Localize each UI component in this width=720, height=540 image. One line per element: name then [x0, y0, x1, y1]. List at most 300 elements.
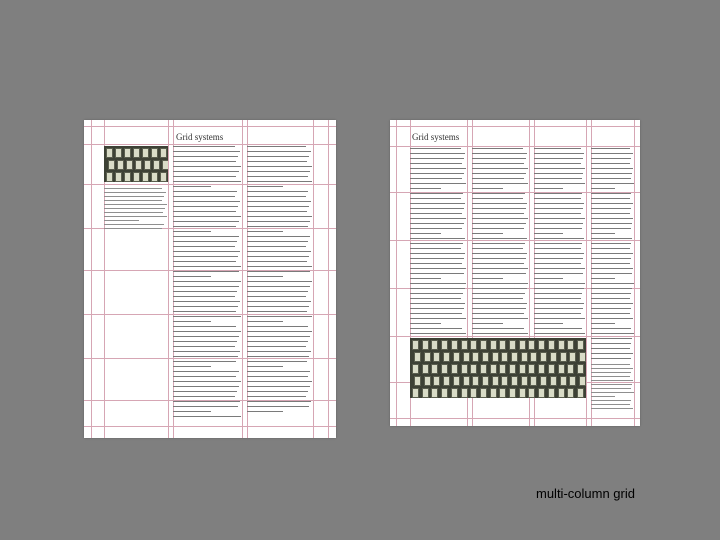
left-grid-page-thumbnail	[84, 120, 336, 438]
text-line	[591, 384, 632, 385]
text-line	[173, 191, 237, 192]
text-line	[591, 223, 632, 224]
text-line	[591, 358, 631, 359]
page-title: Grid systems	[412, 132, 460, 142]
photo-tile	[550, 352, 557, 362]
text-line	[247, 171, 310, 172]
text-line	[591, 153, 633, 154]
text-line	[410, 238, 465, 239]
text-line	[410, 173, 464, 174]
text-line	[534, 238, 584, 239]
text-column-3	[534, 148, 586, 338]
text-line	[591, 233, 615, 234]
text-line	[534, 203, 584, 204]
text-line	[534, 198, 581, 199]
photo-tile	[151, 148, 158, 158]
text-line	[591, 273, 632, 274]
photo-tile	[451, 340, 458, 350]
text-line	[591, 228, 631, 229]
text-line	[173, 246, 235, 247]
photo-tile	[577, 340, 584, 350]
text-line	[534, 193, 582, 194]
text-line	[472, 333, 528, 334]
text-line	[472, 268, 528, 269]
text-line	[534, 148, 581, 149]
text-line	[472, 293, 525, 294]
text-line	[173, 301, 240, 302]
text-line	[247, 196, 306, 197]
text-line	[173, 371, 239, 372]
text-line	[247, 151, 311, 152]
text-line	[410, 163, 462, 164]
text-line	[534, 278, 563, 279]
text-line	[472, 328, 524, 329]
photo-tile	[567, 364, 574, 374]
text-line	[173, 331, 241, 332]
text-line	[104, 228, 162, 229]
photo-tile	[548, 340, 555, 350]
text-line	[591, 288, 632, 289]
photo-tile	[412, 388, 419, 398]
text-line	[534, 248, 581, 249]
text-line	[247, 206, 309, 207]
text-line	[534, 313, 581, 314]
photo-tile	[443, 376, 450, 386]
text-line	[247, 281, 312, 282]
photo-tile	[431, 340, 438, 350]
text-line	[173, 361, 236, 362]
text-line	[173, 326, 236, 327]
text-line	[247, 246, 306, 247]
photo-tile	[470, 364, 477, 374]
text-line	[591, 392, 634, 393]
text-line	[591, 338, 632, 339]
text-line	[472, 248, 523, 249]
text-line	[173, 271, 239, 272]
photo-tile	[538, 340, 545, 350]
photo-tile	[528, 364, 535, 374]
text-line	[591, 308, 631, 309]
photo-tile	[509, 388, 516, 398]
text-line	[410, 258, 464, 259]
text-line	[591, 243, 631, 244]
photo-tile	[577, 364, 584, 374]
text-line	[534, 218, 585, 219]
text-line	[534, 283, 585, 284]
text-line	[247, 241, 308, 242]
text-line	[173, 321, 211, 322]
photo-tile	[108, 160, 115, 170]
sidebar-text	[104, 188, 168, 242]
text-line	[534, 228, 582, 229]
text-line	[591, 323, 615, 324]
text-line	[534, 298, 581, 299]
photo-tile	[117, 160, 124, 170]
photo-tile	[521, 376, 528, 386]
text-line	[247, 201, 311, 202]
text-line	[247, 181, 312, 182]
text-line	[410, 318, 466, 319]
photo-tile	[431, 388, 438, 398]
text-line	[591, 168, 633, 169]
text-line	[104, 220, 139, 221]
product-photo	[104, 146, 168, 182]
photo-tile	[115, 172, 122, 182]
photo-tile	[142, 148, 149, 158]
text-line	[591, 313, 630, 314]
text-line	[472, 313, 524, 314]
text-line	[173, 166, 241, 167]
text-line	[247, 381, 312, 382]
text-line	[472, 223, 526, 224]
text-line	[247, 276, 283, 277]
photo-tile	[472, 352, 479, 362]
photo-tile	[567, 340, 574, 350]
text-line	[104, 212, 163, 213]
text-line	[591, 328, 631, 329]
text-line	[591, 253, 633, 254]
text-line	[591, 318, 633, 319]
photo-tile	[540, 352, 547, 362]
text-line	[410, 283, 466, 284]
text-line	[591, 178, 631, 179]
photo-tile	[499, 388, 506, 398]
text-line	[472, 153, 527, 154]
text-line	[472, 173, 526, 174]
text-line	[591, 268, 633, 269]
text-line	[410, 153, 465, 154]
text-line	[534, 293, 582, 294]
text-line	[247, 211, 307, 212]
text-line	[410, 228, 462, 229]
photo-tile	[422, 364, 429, 374]
text-line	[247, 331, 312, 332]
photo-tile	[519, 340, 526, 350]
photo-tile	[490, 340, 497, 350]
text-line	[534, 303, 584, 304]
text-line	[247, 271, 310, 272]
text-line	[410, 193, 463, 194]
text-line	[247, 316, 312, 317]
photo-tile	[558, 364, 565, 374]
text-line	[173, 286, 239, 287]
text-line	[247, 286, 310, 287]
text-line	[410, 328, 462, 329]
text-line	[410, 223, 464, 224]
text-line	[104, 192, 166, 193]
text-line	[591, 188, 615, 189]
text-line	[472, 233, 503, 234]
photo-tile	[463, 376, 470, 386]
photo-tile	[453, 376, 460, 386]
text-line	[247, 336, 310, 337]
text-line	[247, 391, 308, 392]
text-line	[472, 183, 528, 184]
text-line	[173, 336, 239, 337]
text-line	[591, 388, 631, 389]
text-line	[104, 204, 167, 205]
photo-tile	[501, 352, 508, 362]
photo-tile	[133, 172, 140, 182]
photo-tile	[490, 364, 497, 374]
text-line	[534, 328, 582, 329]
photo-tile	[153, 160, 160, 170]
text-line	[534, 153, 584, 154]
text-line	[472, 253, 527, 254]
photo-tile	[540, 376, 547, 386]
photo-tile	[530, 352, 537, 362]
text-line	[173, 181, 241, 182]
text-line	[173, 176, 236, 177]
photo-tile	[433, 376, 440, 386]
text-line	[247, 366, 283, 367]
text-line	[247, 156, 309, 157]
text-line	[173, 291, 237, 292]
text-line	[591, 183, 634, 184]
text-line	[173, 186, 211, 187]
photo-tile	[160, 172, 167, 182]
text-line	[247, 251, 311, 252]
photo-tile	[521, 352, 528, 362]
photo-tile	[135, 160, 142, 170]
text-line	[173, 396, 235, 397]
photo-tile	[470, 388, 477, 398]
text-line	[410, 183, 466, 184]
text-line	[591, 198, 630, 199]
photo-tile	[509, 340, 516, 350]
text-line	[410, 268, 466, 269]
text-line	[534, 263, 581, 264]
text-line	[591, 348, 630, 349]
text-line	[591, 173, 632, 174]
text-line	[410, 168, 466, 169]
photo-tile	[528, 388, 535, 398]
photo-tile	[509, 364, 516, 374]
text-line	[173, 416, 241, 417]
text-line	[410, 208, 464, 209]
photo-tile	[115, 148, 122, 158]
text-line	[173, 346, 235, 347]
photo-tile	[463, 352, 470, 362]
text-line	[472, 273, 526, 274]
photo-tile	[492, 376, 499, 386]
text-line	[534, 173, 583, 174]
text-line	[472, 243, 525, 244]
text-line	[104, 188, 162, 189]
text-line	[410, 253, 465, 254]
photo-tile	[124, 172, 131, 182]
text-line	[104, 224, 164, 225]
text-line	[591, 163, 630, 164]
text-line	[173, 311, 236, 312]
photo-tile	[519, 364, 526, 374]
text-line	[173, 156, 238, 157]
text-line	[173, 376, 236, 377]
text-line	[534, 258, 583, 259]
photo-tile	[492, 352, 499, 362]
text-line	[247, 216, 312, 217]
text-line	[173, 221, 239, 222]
photo-tile	[126, 160, 133, 170]
text-line	[472, 263, 524, 264]
text-line	[247, 301, 311, 302]
text-line	[534, 308, 583, 309]
text-line	[410, 263, 462, 264]
photo-tile	[558, 388, 565, 398]
photo-tile	[480, 364, 487, 374]
photo-tile	[579, 352, 586, 362]
photo-tile	[538, 364, 545, 374]
text-line	[591, 213, 630, 214]
photo-tile	[461, 388, 468, 398]
text-line	[410, 293, 463, 294]
text-line	[410, 323, 441, 324]
text-line	[591, 353, 633, 354]
text-line	[534, 233, 563, 234]
text-line	[247, 296, 306, 297]
photo-tile	[441, 388, 448, 398]
text-line	[247, 376, 308, 377]
text-column-2	[472, 148, 529, 338]
text-line	[173, 351, 240, 352]
text-line	[472, 213, 524, 214]
photo-tile	[560, 376, 567, 386]
text-line	[410, 178, 462, 179]
text-line	[104, 208, 165, 209]
text-line	[410, 313, 462, 314]
text-line	[534, 268, 585, 269]
photo-tile	[577, 388, 584, 398]
text-line	[591, 278, 615, 279]
text-line	[173, 366, 211, 367]
text-line	[173, 231, 211, 232]
photo-tile	[151, 172, 158, 182]
photo-tile	[470, 340, 477, 350]
text-line	[591, 303, 633, 304]
text-line	[534, 163, 581, 164]
caption-text	[591, 364, 634, 416]
text-line	[591, 343, 631, 344]
text-line	[410, 158, 464, 159]
text-line	[472, 168, 528, 169]
text-line	[247, 186, 283, 187]
text-line	[247, 221, 310, 222]
text-line	[472, 198, 523, 199]
text-line	[410, 218, 466, 219]
text-line	[173, 206, 238, 207]
text-line	[591, 380, 633, 381]
text-line	[591, 404, 630, 405]
text-column-4	[591, 148, 634, 362]
text-line	[591, 238, 632, 239]
text-column-1	[173, 146, 242, 418]
text-line	[247, 326, 308, 327]
text-line	[247, 351, 311, 352]
photo-tile	[499, 364, 506, 374]
text-line	[173, 391, 237, 392]
text-line	[173, 256, 238, 257]
text-line	[472, 238, 527, 239]
photo-tile	[424, 352, 431, 362]
text-line	[173, 171, 239, 172]
text-line	[472, 158, 526, 159]
text-line	[247, 261, 307, 262]
text-line	[247, 191, 308, 192]
photo-tile	[482, 352, 489, 362]
photo-tile	[441, 340, 448, 350]
text-line	[247, 311, 307, 312]
text-line	[410, 198, 461, 199]
text-line	[410, 213, 462, 214]
text-line	[247, 256, 309, 257]
text-line	[173, 401, 240, 402]
text-line	[173, 296, 235, 297]
text-line	[173, 211, 236, 212]
text-line	[534, 178, 582, 179]
photo-tile	[579, 376, 586, 386]
photo-tile	[501, 376, 508, 386]
text-line	[410, 333, 466, 334]
text-line	[104, 216, 167, 217]
text-line	[591, 283, 634, 284]
text-line	[591, 258, 631, 259]
text-line	[472, 178, 524, 179]
text-line	[410, 278, 441, 279]
text-line	[173, 251, 240, 252]
text-line	[173, 411, 211, 412]
photo-tile	[511, 352, 518, 362]
text-line	[410, 148, 461, 149]
text-line	[591, 298, 630, 299]
photo-tile	[443, 352, 450, 362]
text-line	[173, 216, 241, 217]
photo-tile	[560, 352, 567, 362]
photo-tile	[142, 172, 149, 182]
text-line	[472, 218, 528, 219]
page-title: Grid systems	[176, 132, 224, 142]
text-line	[472, 288, 527, 289]
photo-tile	[548, 388, 555, 398]
photo-tile	[490, 388, 497, 398]
photo-tile	[106, 148, 113, 158]
photo-tile	[519, 388, 526, 398]
text-line	[247, 341, 308, 342]
text-line	[472, 188, 503, 189]
text-line	[534, 318, 585, 319]
text-line	[472, 278, 503, 279]
photo-tile	[431, 364, 438, 374]
text-line	[173, 356, 238, 357]
text-line	[173, 201, 240, 202]
text-line	[472, 208, 526, 209]
text-line	[173, 241, 237, 242]
photo-tile	[414, 376, 421, 386]
text-line	[247, 321, 283, 322]
photo-tile	[569, 376, 576, 386]
right-grid-page-thumbnail	[390, 120, 640, 426]
text-line	[534, 273, 583, 274]
text-line	[173, 281, 241, 282]
photo-tile	[451, 364, 458, 374]
text-line	[534, 288, 584, 289]
text-line	[472, 228, 524, 229]
text-line	[534, 188, 563, 189]
text-line	[247, 166, 312, 167]
text-line	[534, 323, 563, 324]
text-line	[173, 236, 239, 237]
text-line	[410, 248, 461, 249]
photo-tile	[530, 376, 537, 386]
